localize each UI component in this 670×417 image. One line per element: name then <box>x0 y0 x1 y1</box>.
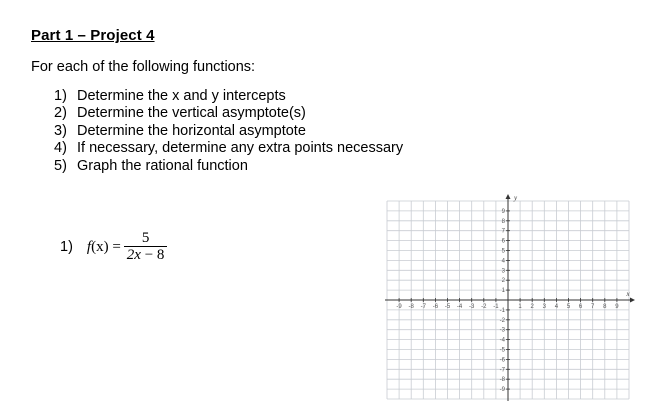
list-item <box>54 88 403 105</box>
step-number: 1) <box>54 88 67 104</box>
y-axis-label: y <box>514 194 518 202</box>
y-tick-label: 5 <box>501 248 505 255</box>
denominator-constant: − 8 <box>140 247 165 263</box>
page-heading: Part 1 – Project 4 <box>31 27 155 44</box>
x-tick-label: -8 <box>408 304 414 310</box>
x-tick-label: 1 <box>518 304 522 310</box>
x-tick-label: 5 <box>566 304 571 310</box>
coordinate-grid-svg <box>381 193 637 405</box>
x-axis-label: x <box>626 290 630 298</box>
problem-number: 1) <box>60 239 73 255</box>
y-tick-label: -7 <box>499 367 505 374</box>
step-text: Determine the vertical asymptote(s) <box>77 105 306 122</box>
y-tick-label: -4 <box>499 337 505 344</box>
x-tick-label: 6 <box>578 304 583 310</box>
y-tick-label: -1 <box>499 307 505 314</box>
x-tick-label: 8 <box>603 304 607 310</box>
list-item <box>54 123 403 140</box>
x-tick-label: -7 <box>420 304 426 310</box>
y-tick-label: -6 <box>499 357 505 364</box>
x-tick-label: -1 <box>493 304 499 310</box>
x-tick-label: 9 <box>615 304 619 310</box>
x-tick-label: 2 <box>530 304 534 310</box>
problem-1 <box>60 230 167 264</box>
y-tick-label: 6 <box>501 238 505 245</box>
step-text: Graph the rational function <box>77 157 248 174</box>
step-number: 4) <box>54 140 67 157</box>
y-tick-label: -3 <box>499 327 505 334</box>
y-tick-label: 7 <box>501 228 505 235</box>
y-tick-label: 1 <box>501 288 505 295</box>
x-tick-label: -5 <box>444 304 451 310</box>
y-tick-label: -8 <box>499 377 505 384</box>
step-text: Determine the horizontal asymptote <box>77 122 306 139</box>
fraction-denominator <box>124 247 168 264</box>
x-tick-label: -6 <box>432 304 439 310</box>
step-number: 5) <box>54 157 67 174</box>
y-tick-label: -2 <box>499 317 505 324</box>
fraction-numerator: 5 <box>141 230 150 246</box>
x-tick-label: 4 <box>554 304 559 310</box>
y-tick-label: 8 <box>501 218 505 225</box>
x-tick-label: 7 <box>591 304 595 310</box>
step-number: 3) <box>54 122 67 139</box>
step-text: Determine the x and y intercepts <box>77 88 286 104</box>
x-tick-label: -2 <box>481 304 487 310</box>
y-tick-label: 4 <box>501 258 505 265</box>
steps-list <box>54 88 403 175</box>
denominator-variable: 2x <box>126 247 141 263</box>
list-item <box>54 158 403 175</box>
intro-text: For each of the following functions: <box>31 59 256 75</box>
list-item <box>54 105 403 122</box>
y-tick-label: -9 <box>499 387 505 394</box>
step-number: 2) <box>54 105 67 122</box>
x-tick-label: -4 <box>456 304 463 310</box>
y-tick-label: 9 <box>501 208 505 215</box>
coordinate-grid[interactable] <box>381 193 637 405</box>
x-tick-label: -9 <box>396 304 402 310</box>
x-axis-arrow-icon <box>630 298 635 303</box>
list-item <box>54 140 403 157</box>
y-axis-arrow-icon <box>506 194 511 199</box>
y-tick-label: 2 <box>501 278 505 285</box>
step-text: If necessary, determine any extra points necessary <box>77 140 404 157</box>
function-name: f <box>86 238 92 255</box>
function-formula <box>87 230 168 264</box>
x-tick-label: 3 <box>542 304 546 310</box>
function-argument: (x) = <box>91 238 121 255</box>
y-tick-label: 3 <box>501 268 505 275</box>
fraction <box>124 230 168 264</box>
x-tick-label: -3 <box>469 304 475 310</box>
y-tick-label: -5 <box>499 347 505 354</box>
